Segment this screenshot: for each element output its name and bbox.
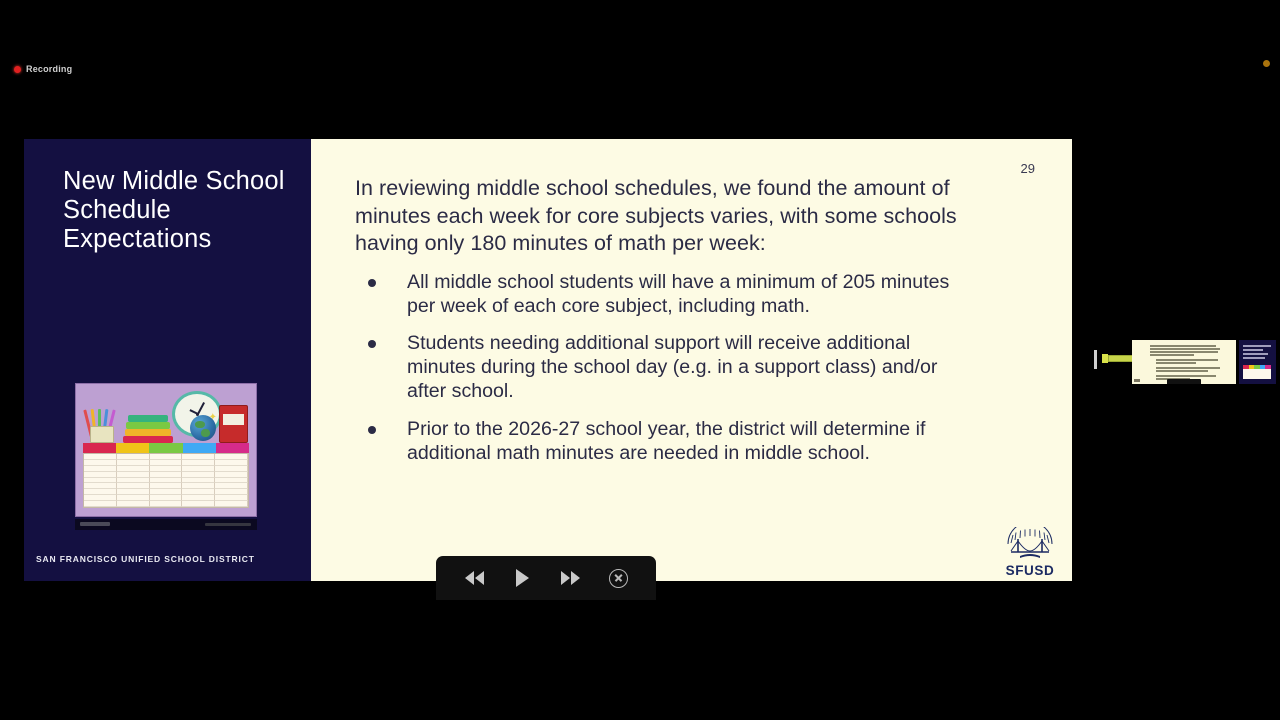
- bullet-list: [355, 271, 975, 466]
- school-schedule-illustration: [75, 383, 257, 530]
- schedule-grid: [83, 453, 249, 508]
- bullet-dot-icon: [368, 279, 376, 287]
- play-icon: [516, 569, 529, 587]
- pencil-cup-icon: [86, 409, 116, 443]
- rewind-button[interactable]: [459, 565, 489, 591]
- book-stack-icon: [123, 415, 173, 443]
- list-item: [355, 271, 975, 319]
- illustration-caption-bar: [75, 519, 257, 530]
- bullet-dot-icon: [368, 340, 376, 348]
- slide-title-panel: [24, 139, 311, 581]
- rewind-icon: [465, 571, 484, 585]
- schedule-grid-header: [83, 443, 249, 453]
- slide-number: 29: [1020, 161, 1035, 176]
- list-item: [355, 418, 975, 466]
- filmstrip-handle[interactable]: [1094, 350, 1097, 369]
- recording-indicator: [14, 64, 72, 74]
- presentation-slide[interactable]: [24, 139, 1072, 581]
- lead-paragraph: In reviewing middle school schedules, we found the amount of minutes each week for core subjects varies, with some schools having only 180 minutes of math per week:: [355, 176, 957, 256]
- red-notebook-icon: [219, 405, 248, 443]
- slide-content-panel: [311, 139, 1072, 581]
- recording-dot-icon: [14, 66, 21, 73]
- illustration-objects: [76, 391, 256, 443]
- list-item-text: All middle school students will have a minimum of 205 minutes per week of each core subject, including math.: [407, 270, 950, 317]
- sfusd-logo: [1000, 527, 1060, 578]
- fast-forward-button[interactable]: [555, 565, 585, 591]
- slide-thumbnail-title-panel[interactable]: [1239, 340, 1276, 384]
- recording-label: Recording: [26, 64, 73, 74]
- slide-footer-district-name: SAN FRANCISCO UNIFIED SCHOOL DISTRICT: [36, 554, 255, 564]
- slide-preview-filmstrip[interactable]: [1094, 336, 1280, 386]
- list-item: [355, 332, 975, 403]
- close-icon: [609, 569, 628, 588]
- filmstrip-slider[interactable]: [1108, 355, 1133, 362]
- golden-gate-bridge-icon: [1005, 527, 1055, 563]
- play-button[interactable]: [507, 565, 537, 591]
- sfusd-wordmark: SFUSD: [1005, 563, 1055, 578]
- status-dot-icon: [1263, 60, 1270, 67]
- globe-icon: ✦: [188, 413, 218, 443]
- list-item-text: Prior to the 2026-27 school year, the district will determine if additional math minutes are needed in middle school.: [407, 417, 926, 464]
- illustration-frame: [75, 383, 257, 517]
- playback-control-bar[interactable]: [436, 556, 656, 600]
- fast-forward-icon: [561, 571, 580, 585]
- close-button[interactable]: [603, 565, 633, 591]
- bullet-dot-icon: [368, 426, 376, 434]
- list-item-text: Students needing additional support will receive additional minutes during the school day (e.g. in a support class) and/or after school.: [407, 332, 938, 402]
- slide-title: New Middle School Schedule Expectations: [63, 167, 285, 253]
- slide-thumbnail-content[interactable]: [1132, 340, 1236, 384]
